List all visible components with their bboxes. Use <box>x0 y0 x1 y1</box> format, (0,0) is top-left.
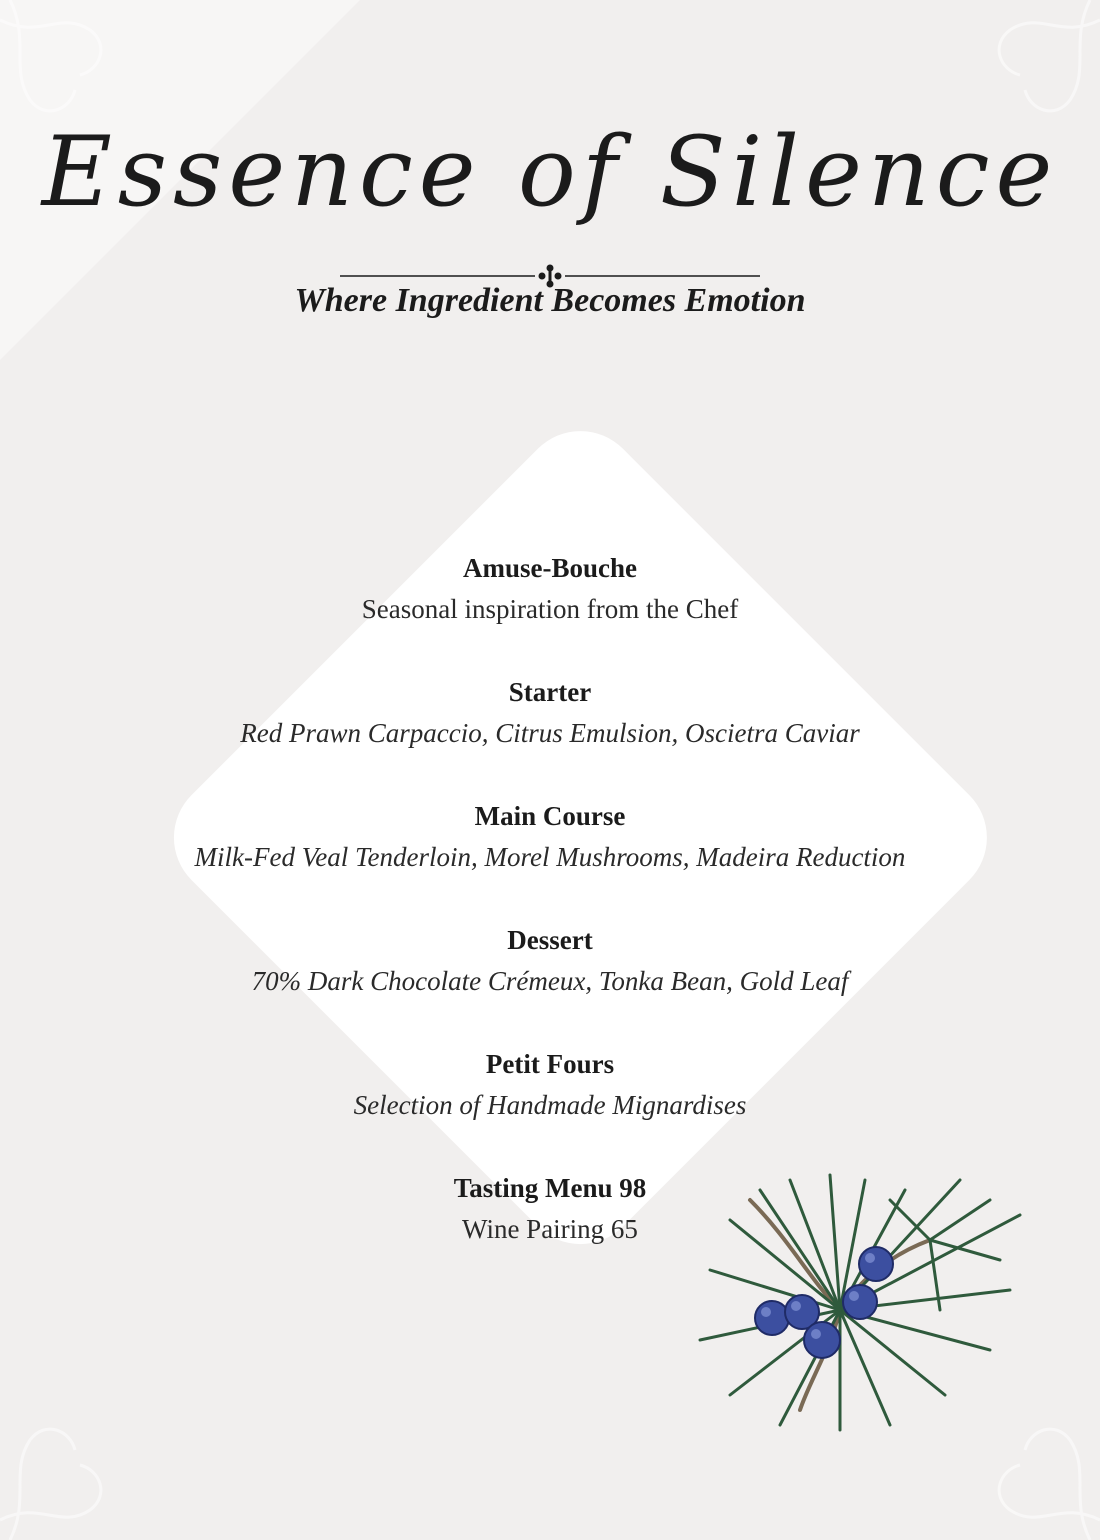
wine-pairing-price: Wine Pairing 65 <box>462 1214 638 1244</box>
course-dessert <box>0 920 1100 1044</box>
course-amuse-bouche <box>0 548 1100 672</box>
juniper-branch-icon <box>690 1160 1030 1440</box>
menu-title: Essence of Silence <box>41 116 1059 228</box>
tasting-menu-price: Tasting Menu 98 <box>453 1173 647 1203</box>
course-name: Main Course <box>474 801 626 831</box>
menu-subtitle: Where Ingredient Becomes Emotion <box>294 282 806 319</box>
course-starter <box>0 672 1100 796</box>
course-petit-fours <box>0 1044 1100 1168</box>
course-name: Petit Fours <box>485 1049 615 1079</box>
course-description: 70% Dark Chocolate Crémeux, Tonka Bean, Gold Leaf <box>251 966 849 996</box>
course-description: Seasonal inspiration from the Chef <box>361 594 739 624</box>
course-name: Amuse-Bouche <box>463 553 637 583</box>
course-name: Dessert <box>507 925 593 955</box>
course-main <box>0 796 1100 920</box>
course-description: Selection of Handmade Mignardises <box>353 1090 747 1120</box>
course-description: Red Prawn Carpaccio, Citrus Emulsion, Oscietra Caviar <box>240 718 860 748</box>
course-description: Milk-Fed Veal Tenderloin, Morel Mushrooms, Madeira Reduction <box>194 842 906 872</box>
course-name: Starter <box>508 677 592 707</box>
